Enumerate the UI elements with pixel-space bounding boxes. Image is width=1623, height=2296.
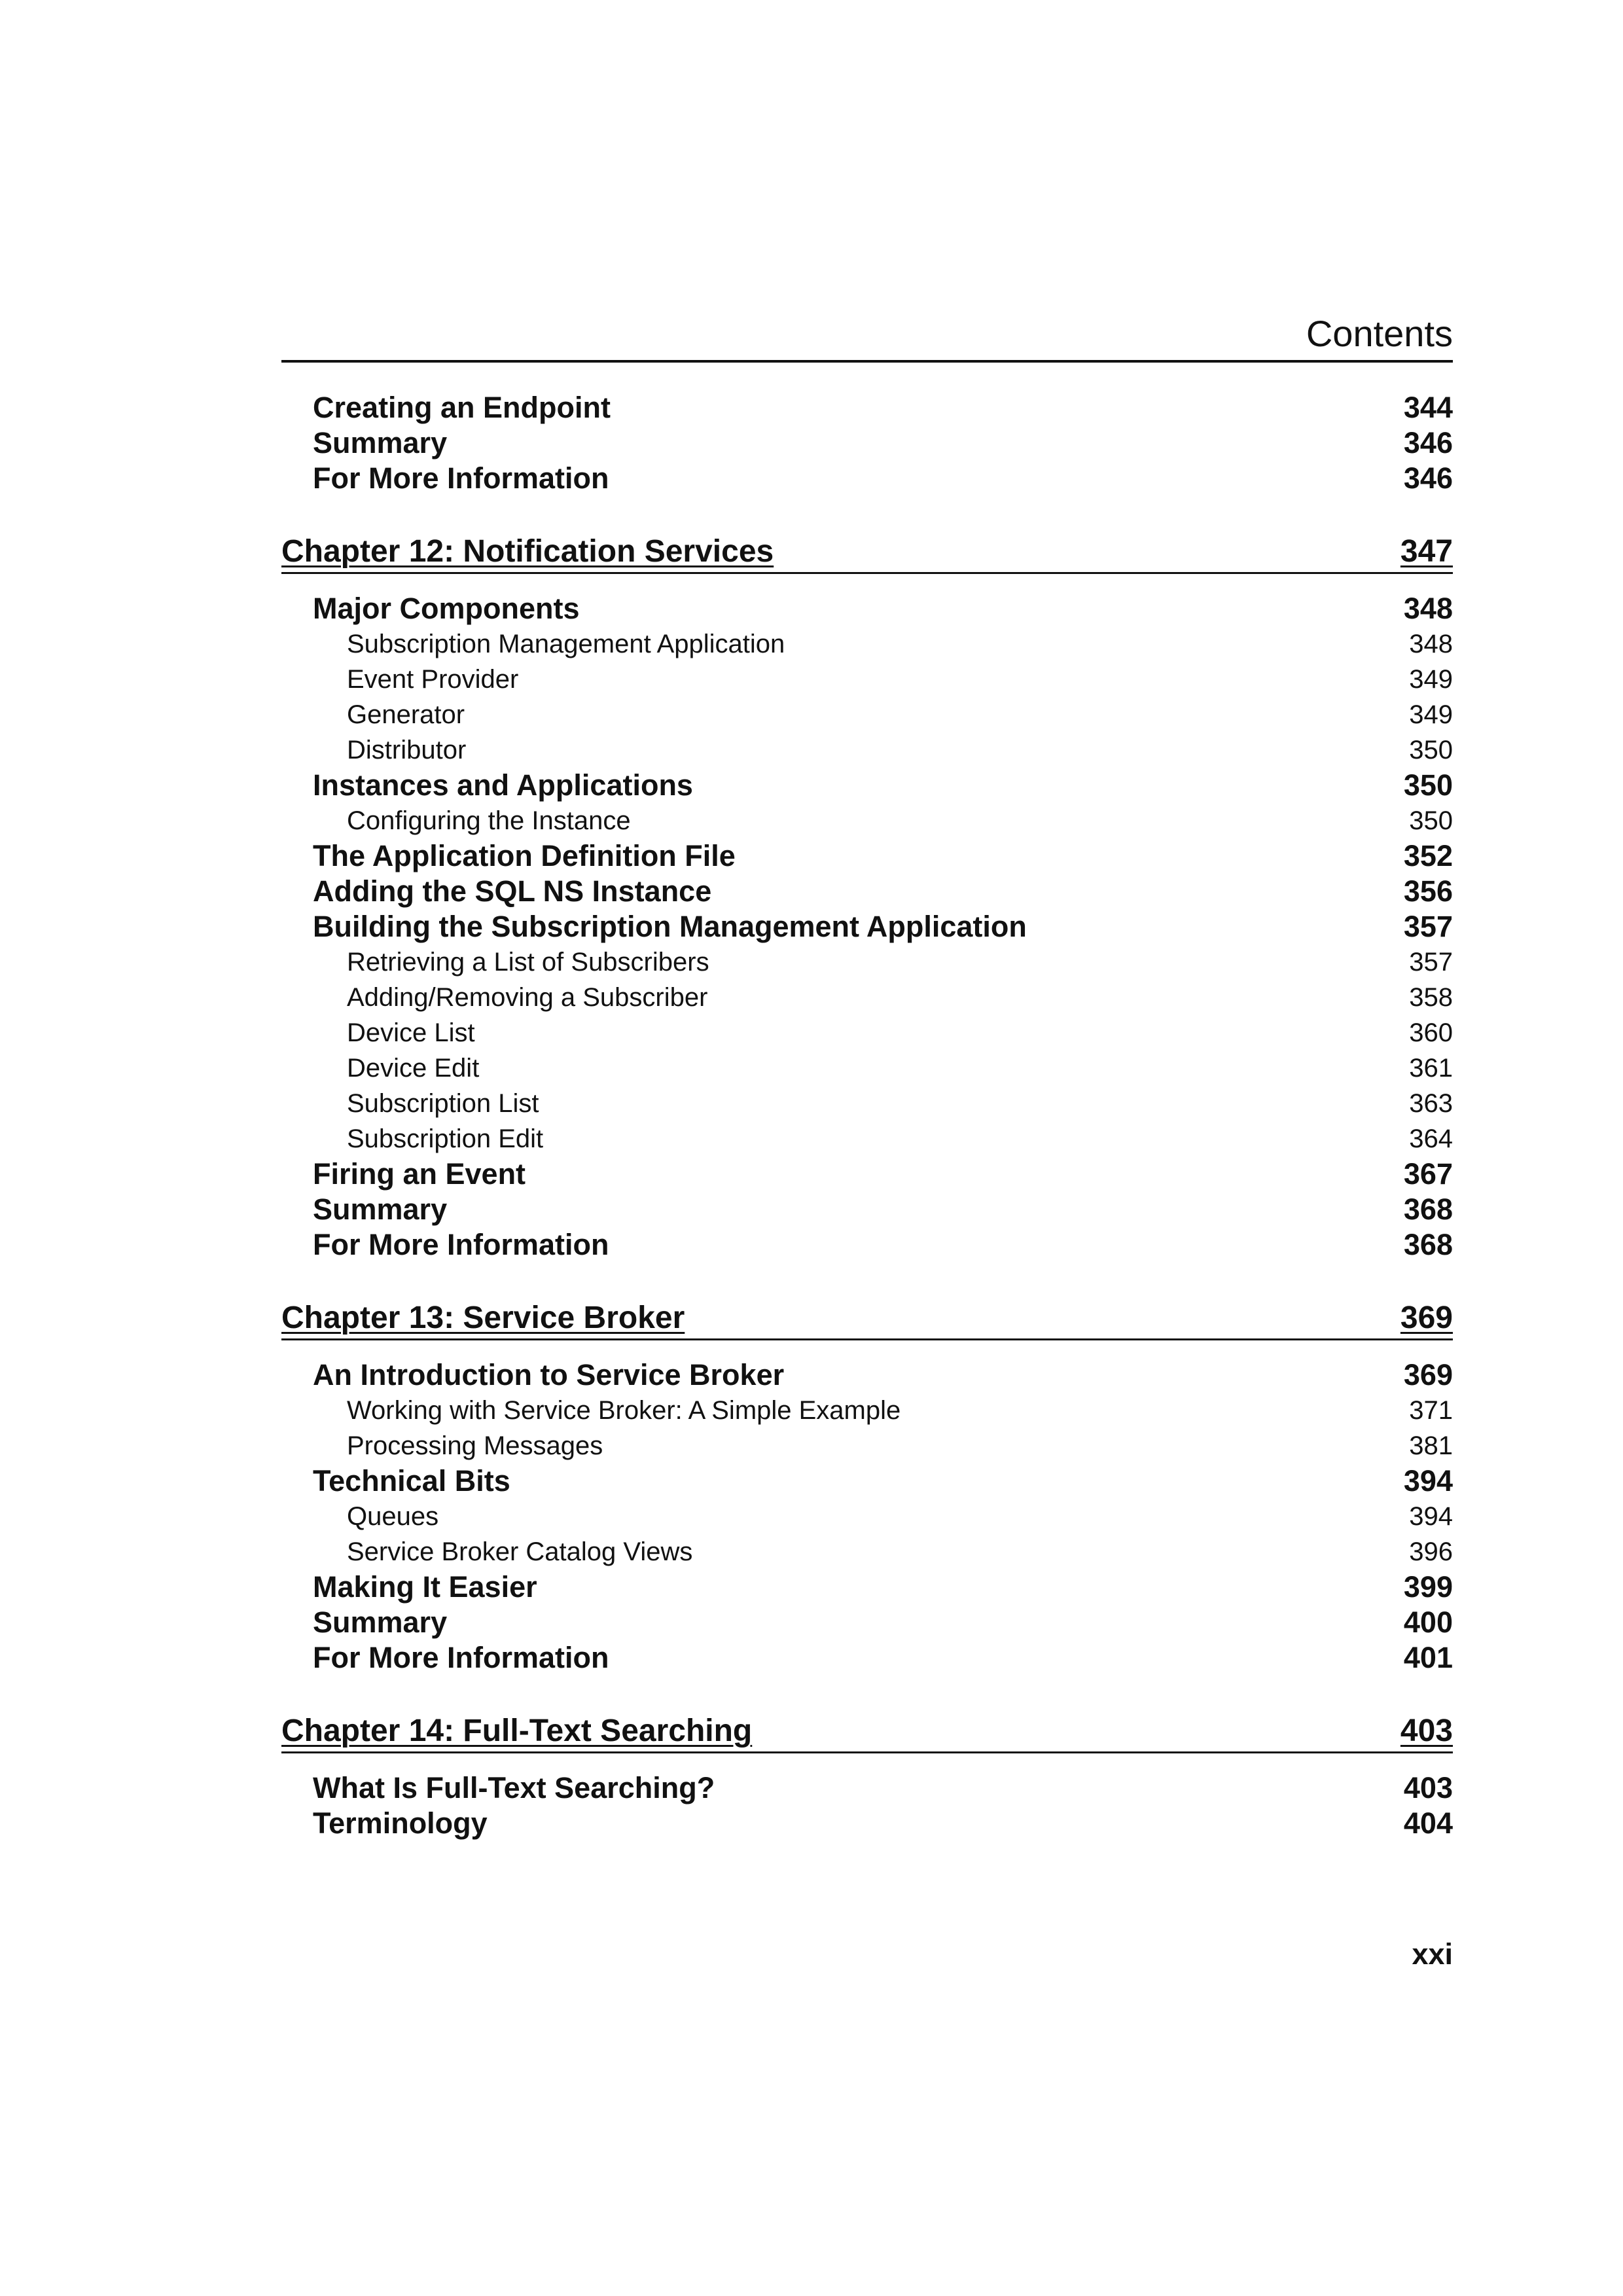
toc-subentry-label: Event Provider: [347, 665, 519, 694]
toc-entry[interactable]: [281, 461, 1453, 496]
toc-subentry-page: 350: [1409, 736, 1453, 764]
toc-entry-page: 404: [1403, 1806, 1453, 1840]
chapter-title: Chapter 12: Notification Services: [281, 534, 774, 569]
toc-entry-page: 346: [1403, 426, 1453, 459]
toc-subentry-label: Queues: [347, 1502, 439, 1531]
toc-subentry-page: 394: [1409, 1502, 1453, 1531]
toc-entry-label: For More Information: [313, 461, 609, 495]
toc-entry-page: 357: [1403, 910, 1453, 943]
page-header: [281, 308, 1453, 363]
toc-subentry[interactable]: [281, 1499, 1453, 1534]
toc-subentry[interactable]: [281, 1121, 1453, 1157]
toc-entry[interactable]: [281, 1640, 1453, 1676]
toc-entry-page: 346: [1403, 461, 1453, 495]
chapter-13-heading[interactable]: [281, 1299, 1453, 1340]
toc-entry-label: Instances and Applications: [313, 768, 693, 802]
toc-subentry[interactable]: [281, 1428, 1453, 1463]
toc-subentry-page: 358: [1409, 983, 1453, 1012]
toc-entry-page: 401: [1403, 1641, 1453, 1674]
toc-subentry-label: Processing Messages: [347, 1431, 603, 1460]
toc-subentry[interactable]: [281, 662, 1453, 697]
toc-subentry-label: Device Edit: [347, 1054, 480, 1083]
toc-subentry-page: 360: [1409, 1018, 1453, 1047]
toc-subentry-page: 350: [1409, 806, 1453, 835]
toc-subentry[interactable]: [281, 626, 1453, 662]
toc-entry-page: 344: [1403, 391, 1453, 424]
chapter-title: Chapter 14: Full-Text Searching: [281, 1713, 753, 1748]
toc-subentry[interactable]: [281, 1015, 1453, 1050]
intro-section: [281, 390, 1453, 496]
toc-subentry[interactable]: [281, 697, 1453, 732]
chapter-12-heading[interactable]: [281, 533, 1453, 574]
toc-entry[interactable]: [281, 909, 1453, 944]
toc-entry-label: Summary: [313, 426, 448, 459]
toc-entry[interactable]: [281, 1357, 1453, 1393]
chapter-12-entries: [281, 591, 1453, 1263]
toc-subentry[interactable]: [281, 732, 1453, 768]
toc-entry[interactable]: [281, 1770, 1453, 1806]
toc-subentry-label: Device List: [347, 1018, 475, 1047]
toc-subentry[interactable]: [281, 944, 1453, 980]
toc-subentry-page: 348: [1409, 630, 1453, 658]
page-number: xxi: [1412, 1937, 1453, 1971]
toc-entry-label: Summary: [313, 1605, 448, 1639]
toc-entry-label: Technical Bits: [313, 1464, 510, 1498]
toc-subentry-page: 364: [1409, 1124, 1453, 1153]
table-of-contents: [281, 390, 1453, 1841]
toc-entry-page: 394: [1403, 1464, 1453, 1498]
toc-entry-page: 399: [1403, 1570, 1453, 1604]
toc-entry[interactable]: [281, 1192, 1453, 1227]
toc-subentry-page: 349: [1409, 700, 1453, 729]
toc-subentry[interactable]: [281, 1534, 1453, 1570]
toc-entry-label: Building the Subscription Management Application: [313, 910, 1027, 943]
toc-entry-label: For More Information: [313, 1228, 609, 1261]
chapter-14-heading[interactable]: [281, 1712, 1453, 1753]
toc-subentry[interactable]: [281, 1393, 1453, 1428]
toc-entry[interactable]: [281, 1806, 1453, 1841]
toc-subentry-page: 361: [1409, 1054, 1453, 1083]
toc-entry-page: 352: [1403, 839, 1453, 872]
toc-entry-label: What Is Full-Text Searching?: [313, 1771, 715, 1804]
toc-subentry-page: 381: [1409, 1431, 1453, 1460]
toc-subentry[interactable]: [281, 1086, 1453, 1121]
chapter-page: 403: [1400, 1713, 1453, 1748]
toc-subentry[interactable]: [281, 980, 1453, 1015]
toc-entry-label: Summary: [313, 1193, 448, 1226]
toc-entry-label: The Application Definition File: [313, 839, 736, 872]
toc-subentry-label: Service Broker Catalog Views: [347, 1537, 693, 1566]
toc-entry[interactable]: [281, 1463, 1453, 1499]
toc-subentry[interactable]: [281, 1050, 1453, 1086]
toc-subentry-label: Subscription Edit: [347, 1124, 544, 1153]
toc-entry[interactable]: [281, 1605, 1453, 1640]
toc-entry-label: Firing an Event: [313, 1157, 526, 1191]
chapter-page: 347: [1400, 534, 1453, 569]
toc-entry-label: Creating an Endpoint: [313, 391, 611, 424]
toc-entry[interactable]: [281, 838, 1453, 874]
toc-subentry-page: 371: [1409, 1396, 1453, 1425]
toc-subentry-page: 357: [1409, 948, 1453, 977]
chapter-title: Chapter 13: Service Broker: [281, 1300, 685, 1335]
toc-subentry-page: 363: [1409, 1089, 1453, 1118]
toc-entry-page: 367: [1403, 1157, 1453, 1191]
toc-entry-label: Making It Easier: [313, 1570, 537, 1604]
toc-entry-label: Terminology: [313, 1806, 488, 1840]
toc-entry-page: 350: [1403, 768, 1453, 802]
chapter-page: 369: [1400, 1300, 1453, 1335]
running-title: Contents: [1306, 313, 1453, 354]
toc-subentry-label: Working with Service Broker: A Simple Example: [347, 1396, 901, 1425]
toc-entry[interactable]: [281, 1570, 1453, 1605]
toc-subentry-page: 349: [1409, 665, 1453, 694]
toc-subentry-label: Generator: [347, 700, 465, 729]
toc-entry-page: 348: [1403, 592, 1453, 625]
toc-entry[interactable]: [281, 390, 1453, 425]
toc-subentry[interactable]: [281, 803, 1453, 838]
toc-entry[interactable]: [281, 1227, 1453, 1263]
toc-subentry-label: Configuring the Instance: [347, 806, 631, 835]
toc-subentry-label: Retrieving a List of Subscribers: [347, 948, 709, 977]
toc-entry[interactable]: [281, 768, 1453, 803]
toc-entry-label: An Introduction to Service Broker: [313, 1358, 785, 1391]
toc-entry-page: 368: [1403, 1228, 1453, 1261]
toc-entry-page: 369: [1403, 1358, 1453, 1391]
toc-entry-page: 368: [1403, 1193, 1453, 1226]
toc-subentry-label: Subscription List: [347, 1089, 539, 1118]
chapter-14-entries: [281, 1770, 1453, 1841]
toc-subentry-label: Distributor: [347, 736, 467, 764]
toc-entry-label: Major Components: [313, 592, 580, 625]
toc-entry-page: 400: [1403, 1605, 1453, 1639]
chapter-13-entries: [281, 1357, 1453, 1676]
toc-subentry-label: Adding/Removing a Subscriber: [347, 983, 708, 1012]
toc-entry[interactable]: [281, 874, 1453, 909]
toc-entry[interactable]: [281, 425, 1453, 461]
toc-entry[interactable]: [281, 1157, 1453, 1192]
toc-entry-page: 356: [1403, 874, 1453, 908]
toc-entry-label: For More Information: [313, 1641, 609, 1674]
toc-entry-label: Adding the SQL NS Instance: [313, 874, 712, 908]
toc-entry-page: 403: [1403, 1771, 1453, 1804]
toc-entry[interactable]: [281, 591, 1453, 626]
toc-subentry-label: Subscription Management Application: [347, 630, 785, 658]
toc-subentry-page: 396: [1409, 1537, 1453, 1566]
